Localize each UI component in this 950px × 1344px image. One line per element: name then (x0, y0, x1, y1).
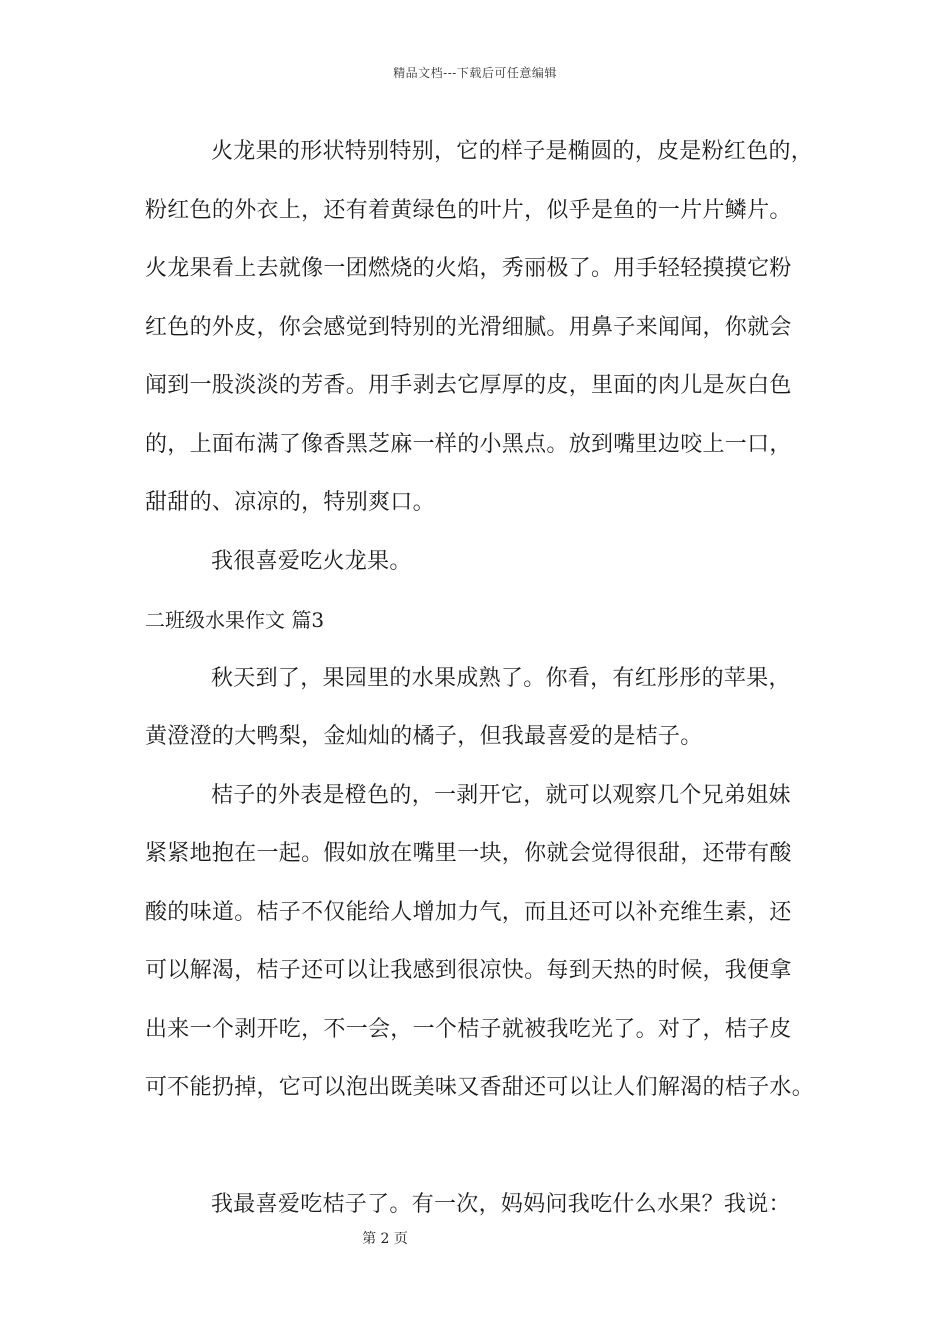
text-line: 红色的外皮，你会感觉到特别的光滑细腻。用鼻子来闻闻，你就会 (145, 314, 792, 340)
page-header: 精品文档---下载后可任意编辑 (393, 66, 557, 80)
paragraph-autumn-intro (145, 657, 835, 774)
text-line: 出来一个剥开吃，不一会，一个桔子就被我吃光了。对了，桔子皮 (145, 1016, 792, 1042)
text-line: 可以解渴，桔子还可以让我感到很凉快。每到天热的时候，我便拿 (145, 958, 792, 983)
text-line: 桔子的外表是橙色的，一剥开它，就可以观察几个兄弟姐妹 (211, 782, 791, 808)
text-line: 黄澄澄的大鸭梨，金灿灿的橘子，但我最喜爱的是桔子。 (145, 724, 703, 749)
text-line: 甜甜的、凉凉的，特别爽口。 (145, 490, 435, 515)
text-line: 紧紧地抱在一起。假如放在嘴里一块，你就会觉得很甜，还带有酸 (145, 841, 792, 866)
paragraph-orange-favorite: 我最喜爱吃桔子了。有一次，妈妈问我吃什么水果？我说： (211, 1191, 791, 1217)
paragraph-dragon-fruit-description (145, 130, 835, 540)
section-heading: 二班级水果作文 篇3 (145, 608, 325, 632)
text-line: 的，上面布满了像香黑芝麻一样的小黑点。放到嘴里边咬上一口， (145, 431, 792, 457)
document-body (145, 130, 835, 1241)
paragraph-orange-description (145, 774, 835, 1125)
text-line: 酸的味道。桔子不仅能给人增加力气，而且还可以补充维生素，还 (145, 899, 792, 925)
text-line: 粉红色的外衣上，还有着黄绿色的叶片，似乎是鱼的一片片鳞片。 (145, 197, 792, 223)
paragraph-spacer (145, 1125, 835, 1183)
text-line: 火龙果的形状特别特别，它的样子是椭圆的，皮是粉红色的， (211, 139, 814, 164)
text-line: 闻到一股淡淡的芳香。用手剥去它厚厚的皮，里面的肉儿是灰白色 (145, 373, 792, 398)
paragraph-dragon-fruit-conclusion: 我很喜爱吃火龙果。 (211, 548, 412, 574)
text-line: 秋天到了，果园里的水果成熟了。你看，有红彤彤的苹果， (211, 665, 791, 691)
text-line: 火龙果看上去就像一团燃烧的火焰，秀丽极了。用手轻轻摸摸它粉 (145, 256, 792, 281)
page-number: 第 2 页 (362, 1231, 408, 1247)
text-line: 可不能扔掉，它可以泡出既美味又香甜还可以让人们解渴的桔子水。 (145, 1075, 815, 1100)
